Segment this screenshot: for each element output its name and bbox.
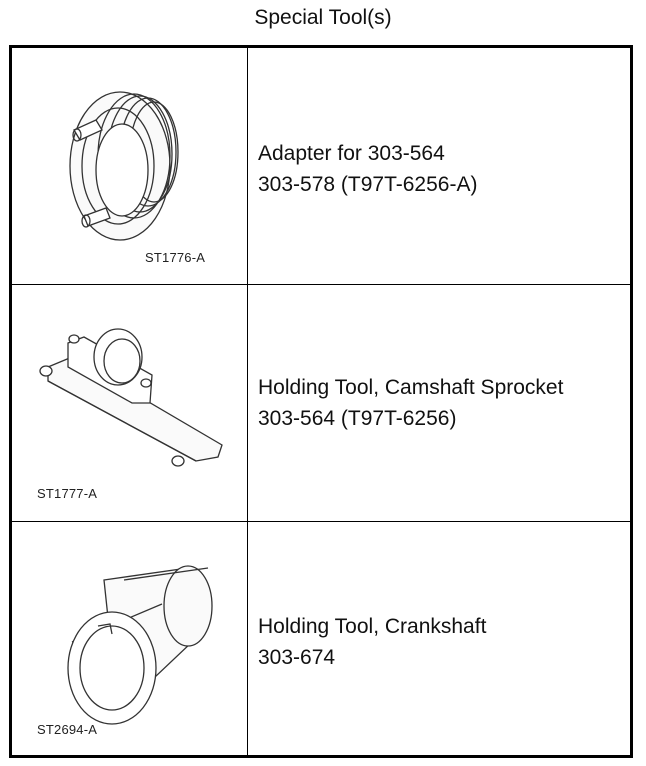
tool-image-cell — [12, 522, 248, 755]
tool-description — [258, 138, 477, 200]
tool-description-cell — [248, 522, 630, 755]
page-title: Special Tool(s) — [254, 6, 392, 29]
tool-description — [258, 611, 486, 673]
tool-description-cell — [248, 285, 630, 521]
tool-number: 303-578 (T97T-6256-A) — [258, 173, 478, 196]
tool-number: 303-674 — [258, 646, 336, 669]
image-reference-label: ST1776-A — [145, 250, 206, 265]
tool-number: 303-564 (T97T-6256) — [258, 407, 457, 430]
image-reference-label: ST2694-A — [37, 722, 98, 737]
table-row — [12, 48, 630, 284]
image-reference-label: ST1777-A — [37, 486, 98, 501]
tool-name: Holding Tool, Crankshaft — [258, 615, 487, 638]
tool-description — [258, 372, 563, 434]
table-row — [12, 284, 630, 521]
adapter-pulley-icon — [12, 48, 248, 284]
tool-image-cell — [12, 285, 248, 521]
special-tools-table — [9, 45, 633, 758]
table-row — [12, 521, 630, 755]
tool-description-cell — [248, 48, 630, 284]
tool-image-cell — [12, 48, 248, 284]
tool-name: Adapter for 303-564 — [258, 142, 445, 165]
tool-name: Holding Tool, Camshaft Sprocket — [258, 376, 564, 399]
crankshaft-holding-tool-icon — [12, 522, 248, 756]
